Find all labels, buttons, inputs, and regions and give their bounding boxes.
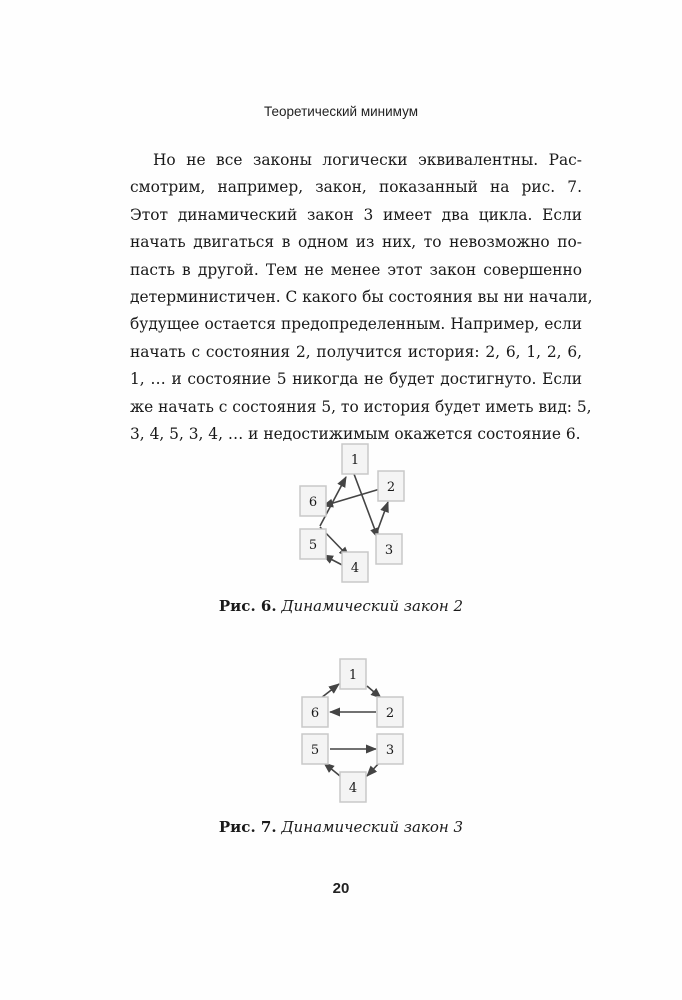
body-line: начать с состояния 2, получится история: 2, 6, 1, 2, 6, <box>130 342 582 361</box>
body-line: детерминистичен. С какого бы состояния вы ни начали, <box>130 288 593 307</box>
body-line: начать двигаться в одном из них, то невозможно по- <box>130 233 582 252</box>
figure-7-diagram <box>0 650 682 810</box>
body-line: смотрим, например, закон, показанный на рис. 7. <box>130 178 582 197</box>
fig7-edge-4-5 <box>324 763 340 776</box>
fig6-state-label-3: 3 <box>384 543 394 558</box>
body-line: же начать с состояния 5, то история будет иметь вид: 5, <box>130 397 592 416</box>
figure-6-caption-label: Рис. 6. <box>218 597 277 615</box>
fig7-state-label-1: 1 <box>348 668 358 683</box>
fig7-edge-6-1 <box>321 684 339 698</box>
body-line: пасть в другой. Тем не менее этот закон совершенно <box>130 260 582 279</box>
figure-6-diagram <box>0 430 682 590</box>
fig7-state-label-6: 6 <box>310 706 320 721</box>
fig7-state-label-2: 2 <box>385 706 395 721</box>
figure-6-caption <box>0 597 682 615</box>
fig6-edge-1-3 <box>354 474 378 538</box>
figure-6-caption-text: Динамический закон 2 <box>281 597 464 615</box>
fig7-state-label-4: 4 <box>348 781 358 796</box>
fig7-edge-1-2 <box>367 686 381 698</box>
body-paragraph <box>130 147 593 448</box>
fig7-state-label-3: 3 <box>385 743 395 758</box>
body-line: Но не все законы логически эквивалентны. Рас- <box>153 151 582 169</box>
fig6-state-label-2: 2 <box>386 480 396 495</box>
fig6-state-label-6: 6 <box>308 495 318 510</box>
page-number: 20 <box>332 880 350 897</box>
figure-7-caption-text: Динамический закон 3 <box>281 818 464 836</box>
fig6-state-label-5: 5 <box>308 538 318 553</box>
body-line: Этот динамический закон 3 имеет два цикла. Если <box>130 205 582 224</box>
fig6-state-label-1: 1 <box>350 453 360 468</box>
fig6-edge-3-2 <box>377 502 388 532</box>
body-line: 1, … и состояние 5 никогда не будет достигнуто. Если <box>130 370 582 389</box>
body-line: будущее остается предопределенным. Например, если <box>130 315 582 334</box>
running-header: Теоретический минимум <box>264 104 418 119</box>
fig6-state-label-4: 4 <box>350 561 360 576</box>
figure-7-caption-label: Рис. 7. <box>218 818 277 836</box>
fig7-state-label-5: 5 <box>310 743 320 758</box>
figure-7-caption <box>0 818 682 836</box>
body-line: 3, 4, 5, 3, 4, … и недостижимым окажется состояние 6. <box>130 425 581 444</box>
